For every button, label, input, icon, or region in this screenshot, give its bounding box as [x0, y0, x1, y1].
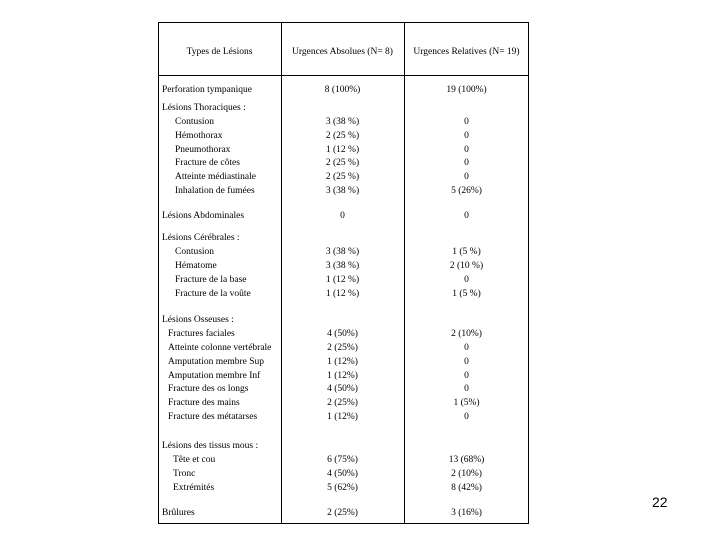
- thoracic-item-abs: 3 (38 %): [325, 117, 360, 127]
- bone-item-rel: 0: [464, 343, 469, 353]
- bone-title: Lésions Osseuses :: [162, 315, 234, 325]
- soft-tissue-item-label: Tronc: [173, 469, 196, 479]
- abdominal-rel: 0: [464, 211, 469, 221]
- bone-item-label: Amputation membre Inf: [168, 371, 261, 381]
- thoracic-item-rel: 0: [464, 158, 469, 168]
- thoracic-item-label: Hémothorax: [175, 131, 223, 141]
- bone-item-label: Fractures faciales: [168, 329, 235, 339]
- bone-item-rel: 0: [464, 412, 469, 422]
- cerebral-item-abs: 3 (38 %): [325, 261, 360, 271]
- burns-abs: 2 (25%): [327, 508, 358, 518]
- bone-item-rel: 1 (5%): [453, 398, 480, 408]
- soft-tissue-title: Lésions des tissus mous :: [162, 441, 259, 451]
- cerebral-item-label: Fracture de la base: [175, 275, 247, 285]
- soft-tissue-item-abs: 5 (62%): [327, 483, 358, 493]
- thoracic-item-abs: 2 (25 %): [325, 131, 360, 141]
- burns-rel: 3 (16%): [451, 508, 482, 518]
- cerebral-item-label: Fracture de la voûte: [175, 289, 251, 299]
- thoracic-item-abs: 2 (25 %): [325, 172, 360, 182]
- thoracic-item-abs: 3 (38 %): [325, 186, 360, 196]
- burns-label: Brûlures: [162, 508, 195, 518]
- thoracic-item-rel: 0: [464, 131, 469, 141]
- cerebral-item-rel: 0: [464, 275, 469, 285]
- bone-item-abs: 2 (25%): [327, 398, 358, 408]
- thoracic-item-label: Atteinte médiastinale: [175, 172, 256, 182]
- bone-item-abs: 2 (25%): [327, 343, 358, 353]
- bone-item-abs: 1 (12%): [327, 371, 358, 381]
- bone-item-label: Amputation membre Sup: [168, 357, 265, 367]
- soft-tissue-item-rel: 13 (68%): [448, 455, 485, 465]
- cerebral-item-abs: 1 (12 %): [325, 275, 360, 285]
- bone-item-abs: 4 (50%): [327, 384, 358, 394]
- soft-tissue-item-label: Tête et cou: [173, 455, 216, 465]
- thoracic-item-rel: 5 (26%): [451, 186, 482, 196]
- tympanic-label: Perforation tympanique: [162, 85, 252, 95]
- soft-tissue-item-rel: 8 (42%): [451, 483, 482, 493]
- cerebral-item-rel: 2 (10 %): [449, 261, 484, 271]
- bone-item-label: Atteinte colonne vertébrale: [168, 343, 272, 353]
- header-divider: [159, 75, 528, 76]
- bone-item-abs: 4 (50%): [327, 329, 358, 339]
- bone-item-label: Fracture des mains: [168, 398, 240, 408]
- cerebral-item-rel: 1 (5 %): [452, 247, 481, 257]
- bone-item-label: Fracture des métatarses: [168, 412, 258, 422]
- bone-item-rel: 0: [464, 371, 469, 381]
- bone-item-abs: 1 (12%): [327, 357, 358, 367]
- abdominal-abs: 0: [340, 211, 345, 221]
- cerebral-item-abs: 1 (12 %): [325, 289, 360, 299]
- thoracic-item-rel: 0: [464, 117, 469, 127]
- header-relative-emergencies: Urgences Relatives (N= 19): [413, 47, 520, 57]
- thoracic-item-label: Contusion: [175, 117, 215, 127]
- bone-item-abs: 1 (12%): [327, 412, 358, 422]
- thoracic-item-rel: 0: [464, 145, 469, 155]
- thoracic-item-abs: 1 (12 %): [325, 145, 360, 155]
- thoracic-item-label: Inhalation de fumées: [175, 186, 255, 196]
- thoracic-item-abs: 2 (25 %): [325, 158, 360, 168]
- cerebral-title: Lésions Cérébrales :: [162, 233, 240, 243]
- abdominal-label: Lésions Abdominales: [162, 211, 245, 221]
- tympanic-abs: 8 (100%): [324, 85, 361, 95]
- cerebral-item-rel: 1 (5 %): [452, 289, 481, 299]
- bone-item-rel: 2 (10%): [451, 329, 482, 339]
- header-lesion-types: Types de Lésions: [186, 47, 253, 57]
- header-absolute-emergencies: Urgences Absolues (N= 8): [292, 47, 393, 57]
- bone-item-label: Fracture des os longs: [168, 384, 249, 394]
- soft-tissue-item-rel: 2 (10%): [451, 469, 482, 479]
- cerebral-item-label: Hématome: [175, 261, 217, 271]
- thoracic-item-rel: 0: [464, 172, 469, 182]
- thoracic-item-label: Pneumothorax: [175, 145, 231, 155]
- cerebral-item-label: Contusion: [175, 247, 215, 257]
- bone-item-rel: 0: [464, 384, 469, 394]
- soft-tissue-item-abs: 6 (75%): [327, 455, 358, 465]
- thoracic-title: Lésions Thoraciques :: [162, 103, 246, 113]
- cerebral-item-abs: 3 (38 %): [325, 247, 360, 257]
- soft-tissue-item-label: Extrémités: [173, 483, 215, 493]
- soft-tissue-item-abs: 4 (50%): [327, 469, 358, 479]
- bone-item-rel: 0: [464, 357, 469, 367]
- page-number: 22: [652, 494, 668, 510]
- tympanic-rel: 19 (100%): [446, 85, 487, 95]
- thoracic-item-label: Fracture de côtes: [175, 158, 240, 168]
